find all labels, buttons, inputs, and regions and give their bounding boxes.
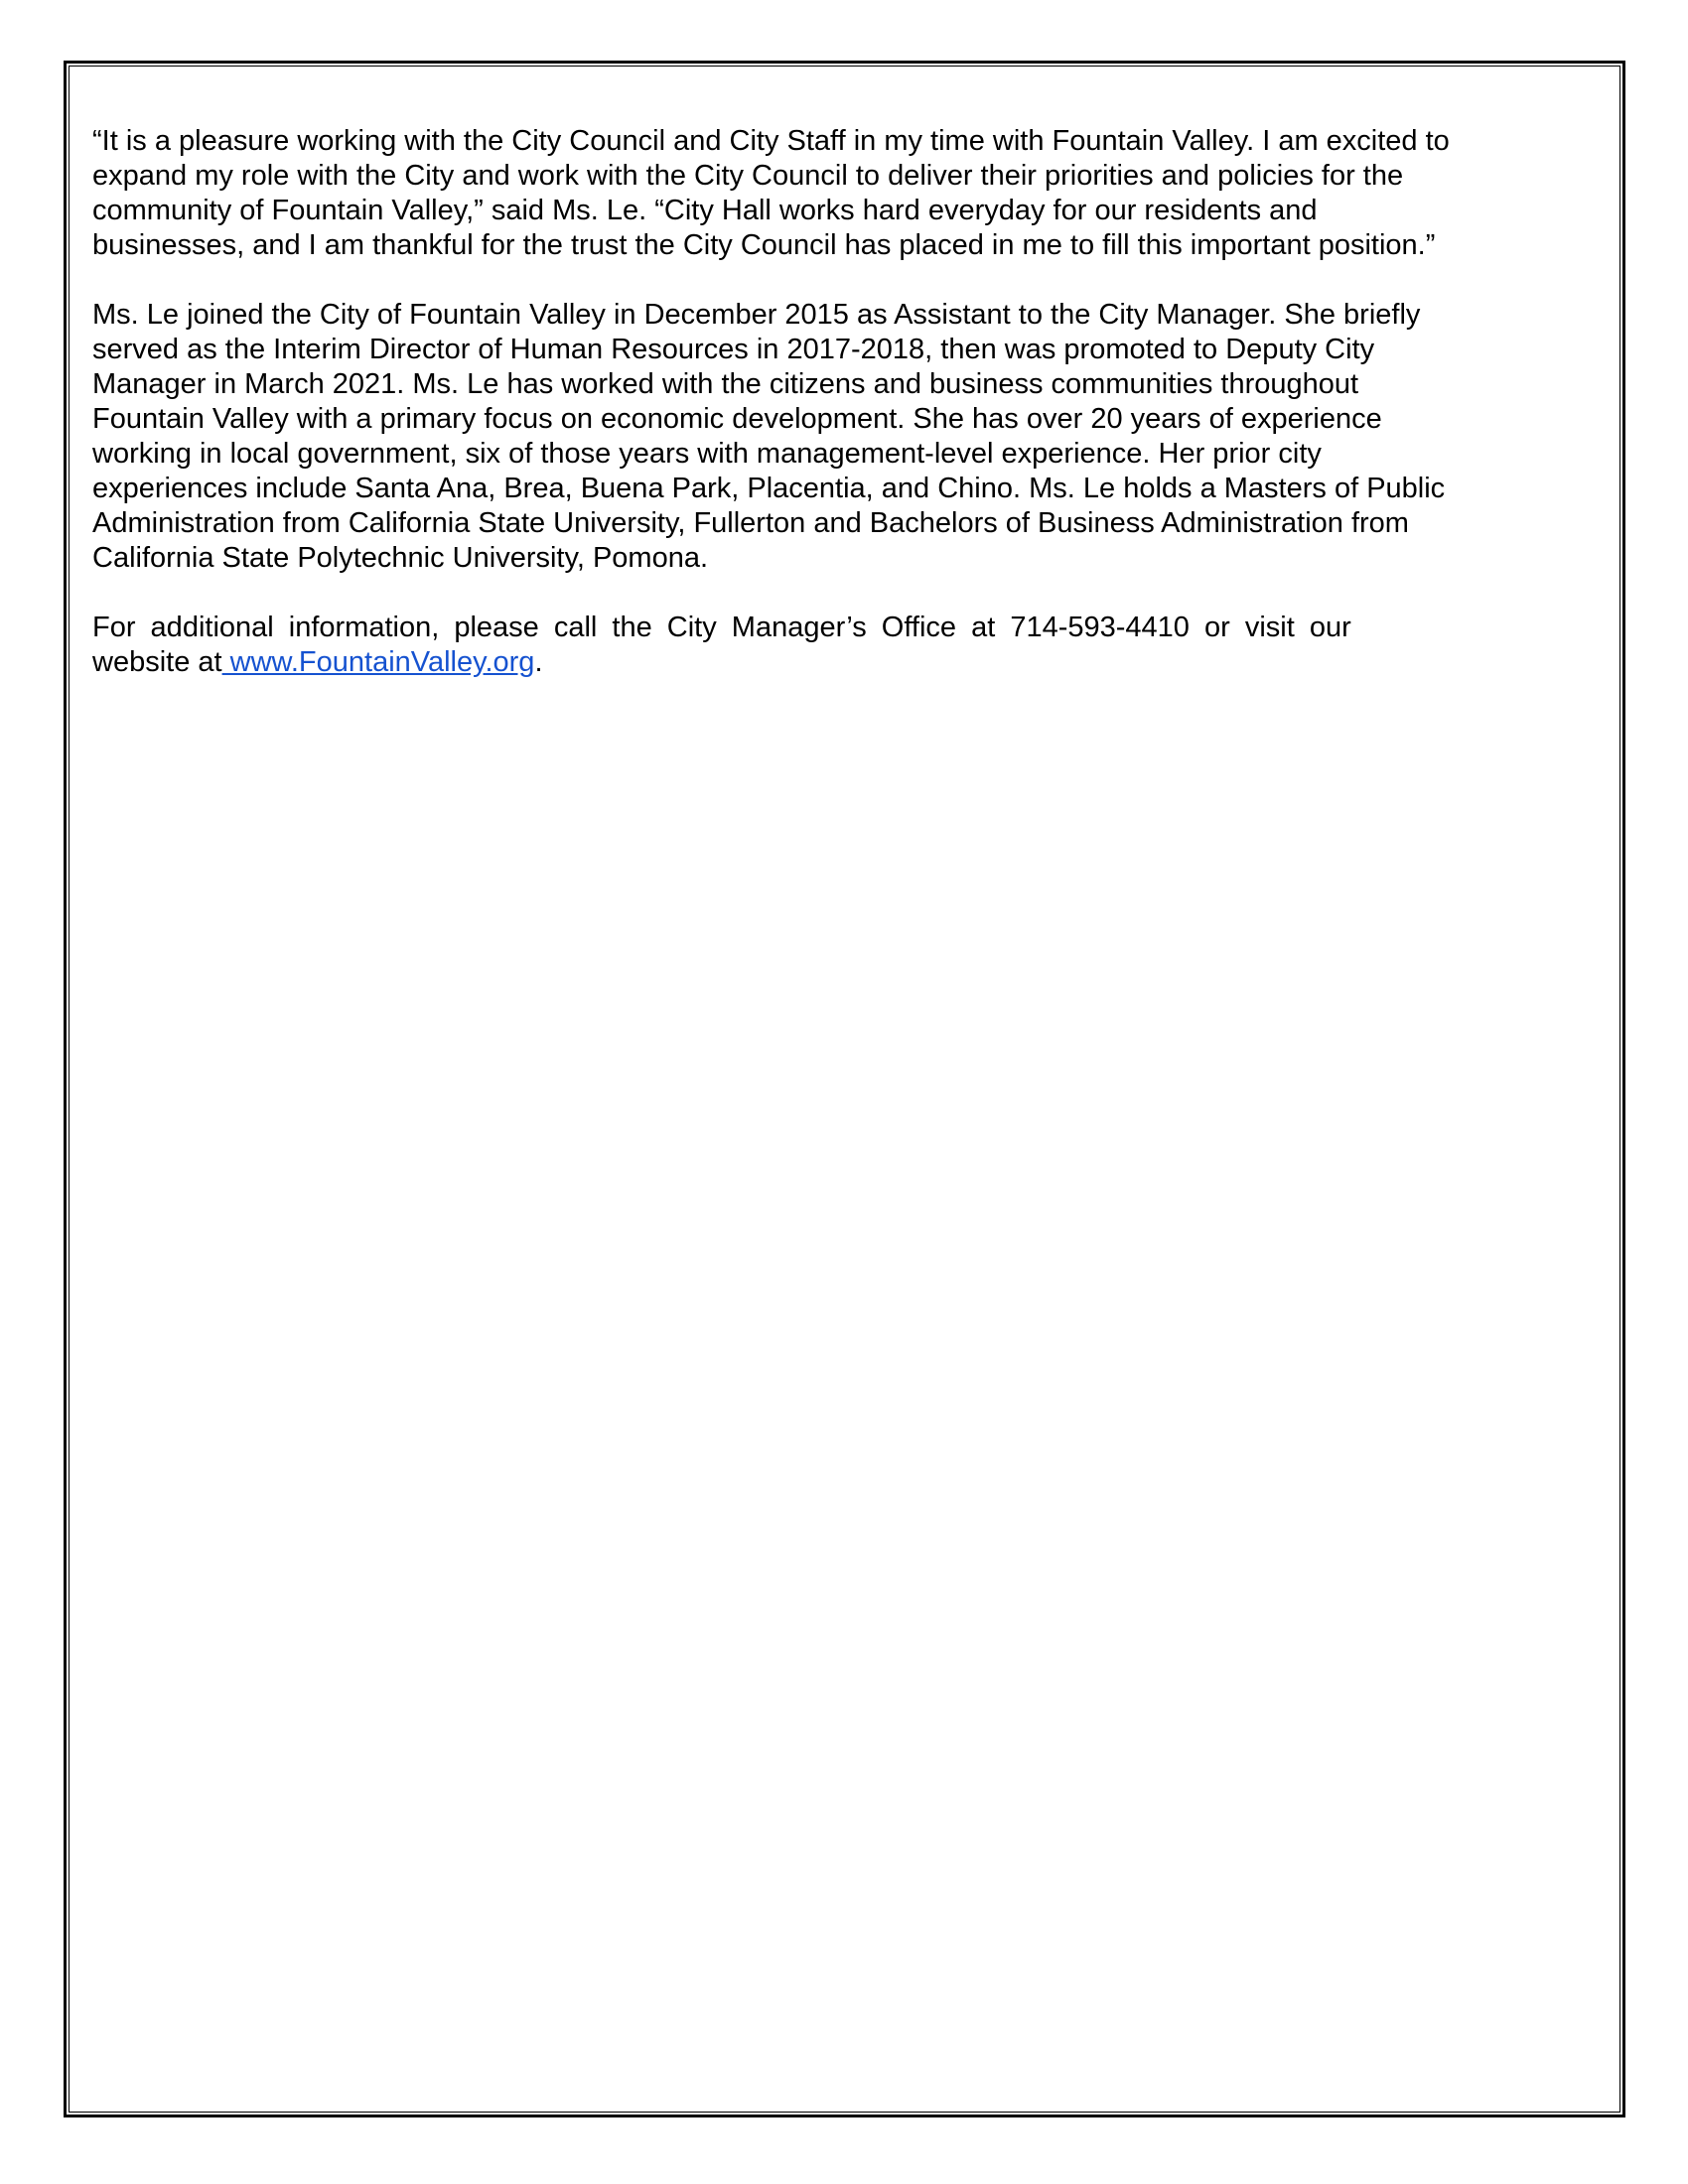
text-line: Ms. Le joined the City of Fountain Valley in December 2015 as Assistant to the City Manager. She briefly — [92, 299, 1421, 331]
text-line: For additional information, please call the City Manager’s Office at 714-593-4410 or visit our — [92, 612, 1351, 643]
text-line: working in local government, six of those years with management-level experience. Her prior city — [92, 438, 1322, 470]
document-body — [70, 69, 1619, 680]
text-line: businesses, and I am thankful for the trust the City Council has placed in me to fill this important position.” — [92, 229, 1436, 261]
text-line: community of Fountain Valley,” said Ms. Le. “City Hall works hard everyday for our residents and — [92, 195, 1318, 226]
paragraph-contact — [92, 611, 1534, 680]
website-link[interactable]: www.FountainValley.org — [221, 646, 535, 678]
text-line: California State Polytechnic University, Pomona. — [92, 542, 709, 574]
text-line: “It is a pleasure working with the City Council and City Staff in my time with Fountain Valley. I am excited to — [92, 125, 1450, 157]
text-line: expand my role with the City and work with the City Council to deliver their priorities and policies for the — [92, 160, 1404, 192]
paragraph-bio — [92, 298, 1534, 576]
text-line: Manager in March 2021. Ms. Le has worked with the citizens and business communities throughout — [92, 368, 1359, 400]
text-line: Fountain Valley with a primary focus on economic development. She has over 20 years of experience — [92, 403, 1382, 435]
paragraph-quote — [92, 124, 1534, 263]
text-line: served as the Interim Director of Human Resources in 2017-2018, then was promoted to Deputy City — [92, 334, 1375, 365]
text-line — [92, 645, 1534, 680]
text-line: experiences include Santa Ana, Brea, Buena Park, Placentia, and Chino. Ms. Le holds a Masters of Public — [92, 473, 1446, 504]
contact-line-prefix: website at — [92, 646, 222, 678]
text-line: Administration from California State University, Fullerton and Bachelors of Business Administration from — [92, 507, 1409, 539]
contact-line-suffix: . — [534, 646, 543, 678]
